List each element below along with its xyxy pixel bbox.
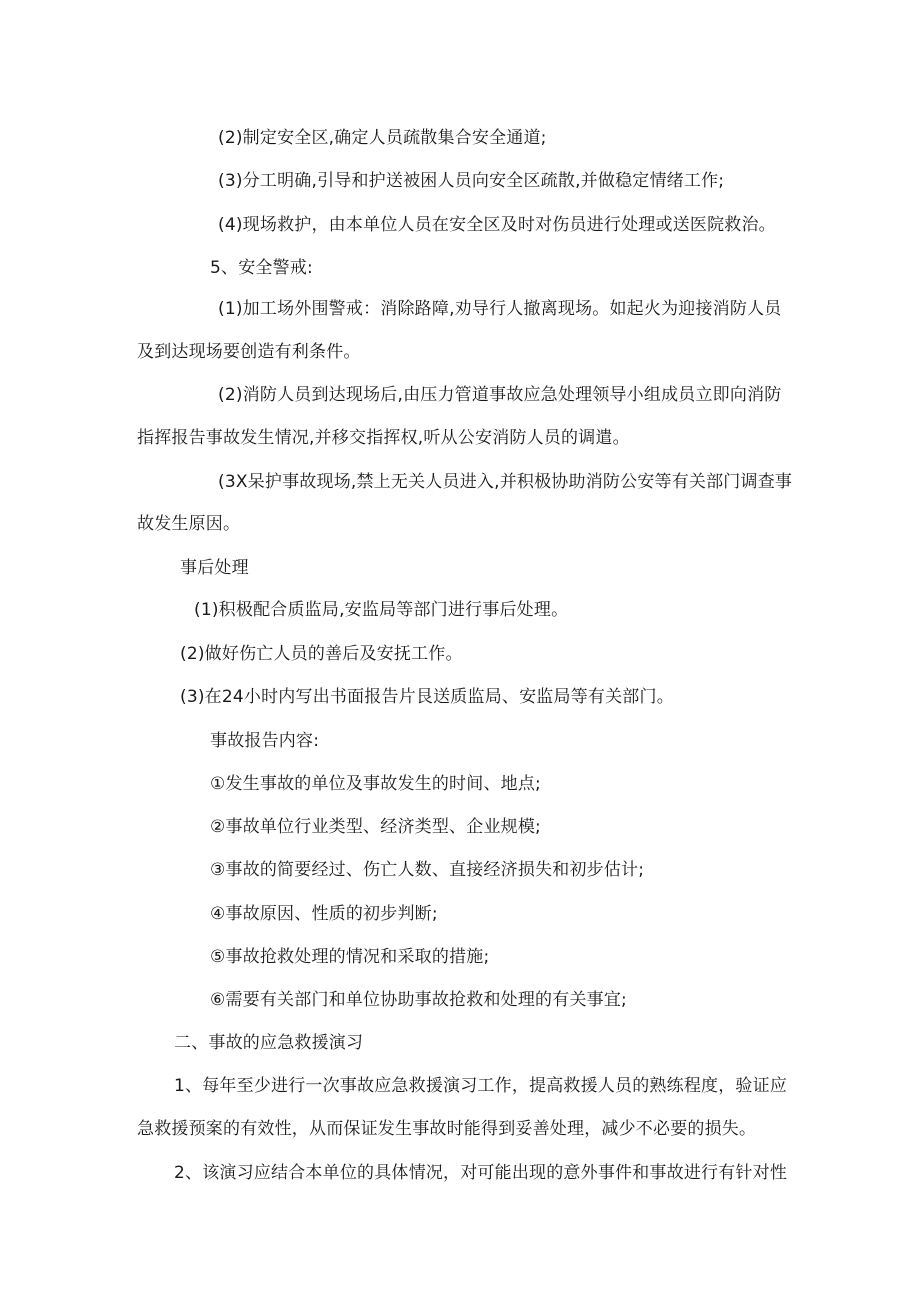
text-line: 急救援预案的有效性，从而保证发生事故时能得到妥善处理，减少不必要的损失。 bbox=[137, 1119, 757, 1139]
list-item: ①发生事故的单位及事故发生的时间、地点; bbox=[210, 774, 541, 794]
section-heading: 事后处理 bbox=[180, 558, 249, 578]
text-line: 指挥报告事故发生情况,并移交指挥权,听从公安消防人员的调遣。 bbox=[137, 428, 630, 448]
list-item: ⑤事故抢救处理的情况和采取的措施; bbox=[210, 947, 490, 967]
text-line: (3)分工明确,引导和护送被困人员向安全区疏散,并做稳定情绪工作; bbox=[218, 171, 725, 191]
text-line: (2)消防人员到达现场后,由压力管道事故应急处理领导小组成员立即向消防 bbox=[218, 385, 782, 405]
text-line: (2)做好伤亡人员的善后及安抚工作。 bbox=[180, 644, 463, 664]
text-line: 1、每年至少进行一次事故应急救援演习工作，提高救援人员的熟练程度，验证应 bbox=[174, 1076, 788, 1096]
text-line: (4)现场救护，由本单位人员在安全区及时对伤员进行处理或送医院救治。 bbox=[218, 215, 776, 235]
text-line: (2)制定安全区,确定人员疏散集合安全通道; bbox=[218, 128, 547, 148]
text-line: 2、该演习应结合本单位的具体情况，对可能出现的意外事件和事故进行有针对性 bbox=[174, 1163, 788, 1183]
list-item: ②事故单位行业类型、经济类型、企业规模; bbox=[210, 817, 541, 837]
section-heading: 事故报告内容: bbox=[210, 731, 320, 751]
section-heading: 5、安全警戒: bbox=[210, 258, 313, 278]
list-item: ④事故原因、性质的初步判断; bbox=[210, 904, 438, 924]
section-heading: 二、事故的应急救援演习 bbox=[174, 1033, 364, 1053]
text-line: (3X呆护事故现场,禁上无关人员进入,并积极协助消防公安等有关部门调查事 bbox=[218, 472, 793, 492]
text-line: 故发生原因。 bbox=[137, 514, 241, 534]
text-line: (1)加工场外围警戒：消除路障,劝导行人撤离现场。如起火为迎接消防人员 bbox=[218, 299, 782, 319]
list-item: ⑥需要有关部门和单位协助事故抢救和处理的有关事宜; bbox=[210, 990, 627, 1010]
text-line: 及到达现场要创造有利条件。 bbox=[137, 342, 361, 362]
text-line: (1)积极配合质监局,安监局等部门进行事后处理。 bbox=[194, 600, 569, 620]
list-item: ③事故的简要经过、伤亡人数、直接经济损失和初步估计; bbox=[210, 860, 645, 880]
text-line: (3)在24小时内写出书面报告片艮送质监局、安监局等有关部门。 bbox=[180, 687, 674, 707]
